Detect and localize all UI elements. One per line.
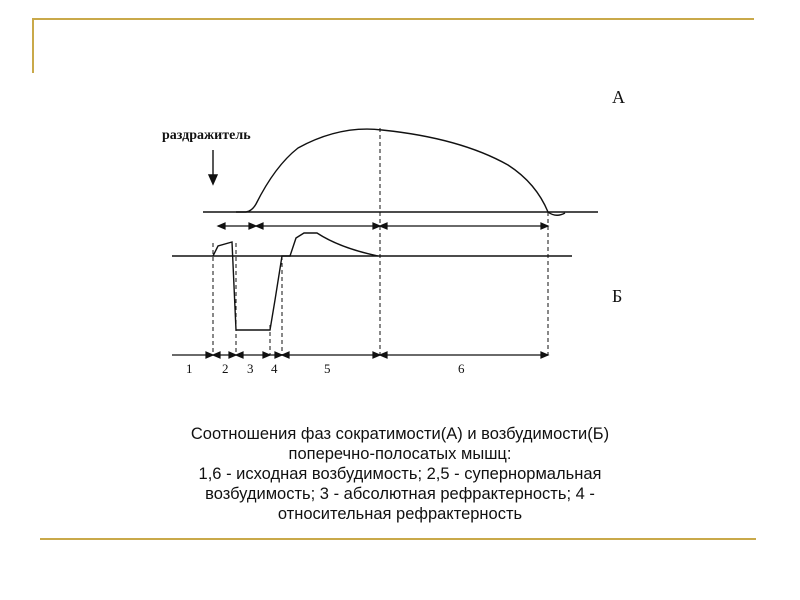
stimulus-label: раздражитель: [162, 128, 251, 143]
graph-a-contraction-curve: [236, 129, 565, 215]
graph-b-excitability-curve: [213, 233, 378, 330]
frame-bottom-border: [40, 538, 756, 540]
graph-b-label: Б: [612, 286, 623, 306]
graph-a-label: А: [612, 87, 625, 107]
caption-line: поперечно-полосатых мышц:: [288, 445, 512, 463]
phase-label-5: 5: [324, 361, 331, 376]
phase-label-2: 2: [222, 361, 229, 376]
graph-a-interval-arrows: [218, 223, 548, 229]
phase-boundary-lines: [213, 128, 548, 355]
caption-line: относительная рефрактерность: [277, 505, 523, 523]
phase-label-4: 4: [271, 361, 278, 376]
caption-line: Соотношения фаз сократимости(А) и возбудимости(Б): [190, 425, 610, 443]
stimulus-arrow: [209, 150, 217, 184]
graph-b-phase-axis: [172, 352, 548, 358]
phase-label-6: 6: [458, 361, 465, 376]
phase-label-1: 1: [186, 361, 193, 376]
phase-label-3: 3: [247, 361, 254, 376]
figure-caption: [120, 424, 680, 524]
caption-line: возбудимость; 3 - абсолютная рефрактерность; 4 -: [205, 485, 595, 503]
caption-line: 1,6 - исходная возбудимость; 2,5 - супернормальная: [198, 465, 602, 483]
